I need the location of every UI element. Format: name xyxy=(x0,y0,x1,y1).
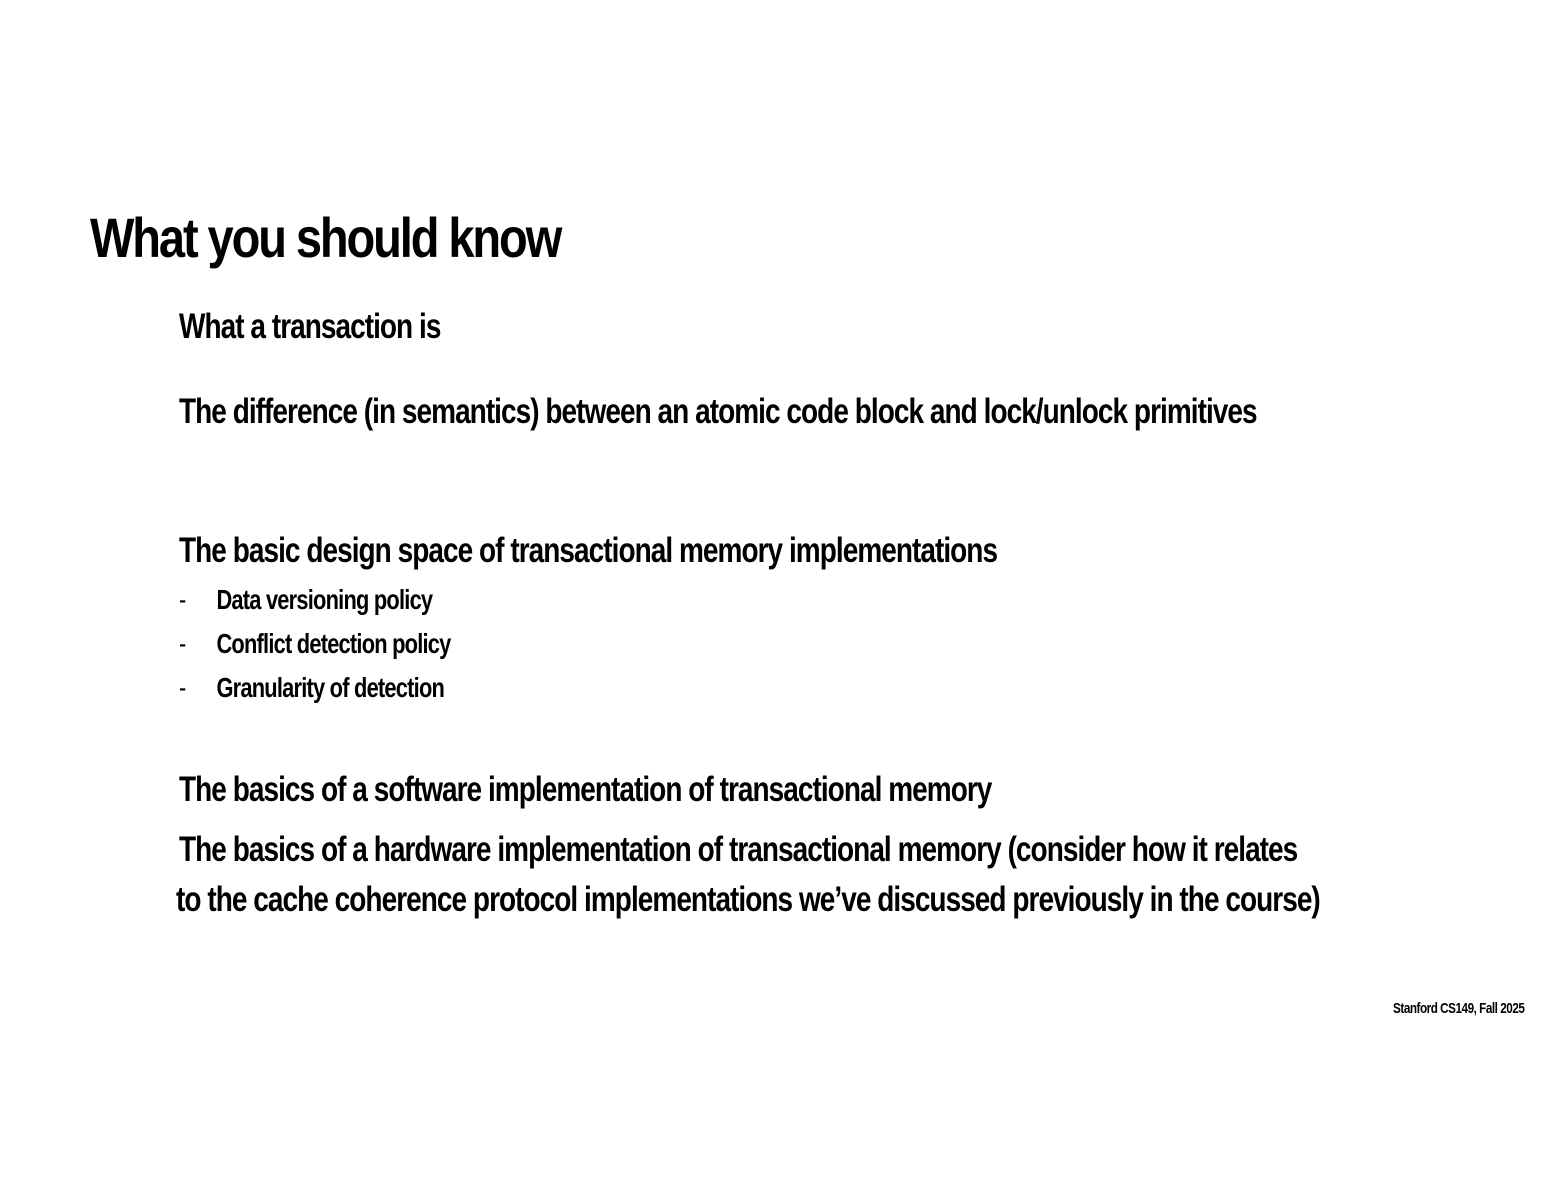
point-hardware-implementation-continued: to the cache coherence protocol implementations we’ve discussed previously in the course) xyxy=(176,880,1320,919)
point-software-implementation: The basics of a software implementation of transactional memory xyxy=(179,770,992,809)
bullet-dash: - xyxy=(179,672,186,703)
course-footer: Stanford CS149, Fall 2025 xyxy=(1392,1000,1524,1017)
point-hardware-implementation: The basics of a hardware implementation of transactional memory (consider how it relates xyxy=(179,830,1298,869)
sub-item-granularity xyxy=(179,671,444,705)
bullet-dash: - xyxy=(179,628,186,659)
sub-item-data-versioning xyxy=(179,583,432,617)
sub-item-label: Conflict detection policy xyxy=(216,628,451,659)
sub-item-conflict-detection xyxy=(179,627,451,661)
sub-item-label: Granularity of detection xyxy=(216,672,445,703)
point-transaction: What a transaction is xyxy=(179,307,441,346)
point-semantics-difference: The difference (in semantics) between an atomic code block and lock/unlock primitives xyxy=(179,392,1257,431)
slide-title: What you should know xyxy=(90,206,561,269)
bullet-dash: - xyxy=(179,584,186,615)
sub-item-label: Data versioning policy xyxy=(216,584,433,615)
point-design-space: The basic design space of transactional memory implementations xyxy=(179,531,998,570)
